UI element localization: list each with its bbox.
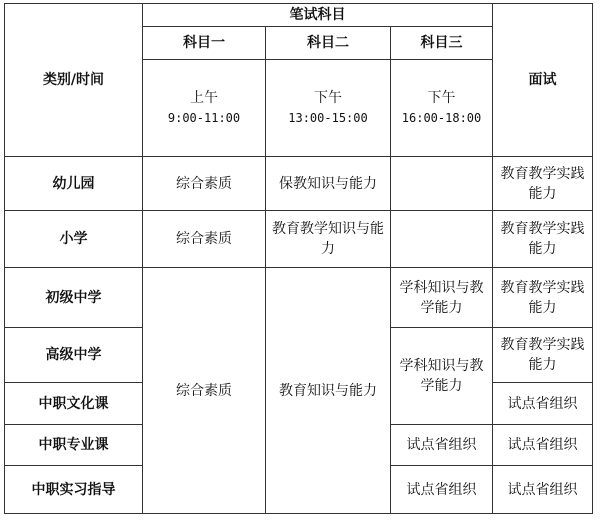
primary-subject2: 教育教学知识与能力 — [266, 211, 391, 268]
exam-schedule-table — [4, 3, 593, 514]
table-row-primary — [5, 211, 593, 268]
primary-subject3 — [391, 211, 493, 268]
senior-interview: 教育教学实践能力 — [493, 328, 593, 383]
category-junior: 初级中学 — [5, 268, 143, 328]
header-row-1 — [5, 4, 593, 27]
subject2-period: 下午 — [314, 90, 342, 106]
primary-interview: 教育教学实践能力 — [493, 211, 593, 268]
category-senior: 高级中学 — [5, 328, 143, 383]
subject1-time: 9:00-11:00 — [167, 111, 241, 125]
subject1-header: 科目一 — [143, 27, 266, 60]
kindergarten-interview: 教育教学实践能力 — [493, 157, 593, 211]
subject2-header: 科目二 — [266, 27, 391, 60]
voc-practice-interview: 试点省组织 — [493, 466, 593, 514]
subject3-period: 下午 — [427, 90, 456, 106]
table-row-junior — [5, 268, 593, 328]
voc-major-interview: 试点省组织 — [493, 425, 593, 466]
subject1-time-cell — [143, 60, 266, 157]
senior-culture-subject3: 学科知识与教学能力 — [391, 328, 493, 425]
category-voc-culture: 中职文化课 — [5, 383, 143, 425]
kindergarten-subject3 — [391, 157, 493, 211]
subject3-time: 16:00-18:00 — [401, 111, 482, 125]
written-exam-header: 笔试科目 — [143, 4, 493, 27]
junior-interview: 教育教学实践能力 — [493, 268, 593, 328]
primary-subject1: 综合素质 — [143, 211, 266, 268]
junior-subject3: 学科知识与教学能力 — [391, 268, 493, 328]
voc-practice-subject3: 试点省组织 — [391, 466, 493, 514]
category-kindergarten: 幼儿园 — [5, 157, 143, 211]
table-row-kindergarten — [5, 157, 593, 211]
subject3-header: 科目三 — [391, 27, 493, 60]
category-primary: 小学 — [5, 211, 143, 268]
secondary-subject2: 教育知识与能力 — [266, 268, 391, 514]
subject2-time: 13:00-15:00 — [288, 111, 368, 125]
kindergarten-subject2: 保教知识与能力 — [266, 157, 391, 211]
category-voc-practice: 中职实习指导 — [5, 466, 143, 514]
category-time-header: 类别/时间 — [5, 4, 143, 157]
interview-header: 面试 — [493, 4, 593, 157]
subject2-time-cell — [266, 60, 391, 157]
subject3-time-cell — [391, 60, 493, 157]
secondary-subject1: 综合素质 — [143, 268, 266, 514]
category-voc-major: 中职专业课 — [5, 425, 143, 466]
voc-major-subject3: 试点省组织 — [391, 425, 493, 466]
kindergarten-subject1: 综合素质 — [143, 157, 266, 211]
voc-culture-interview: 试点省组织 — [493, 383, 593, 425]
subject1-period: 上午 — [190, 90, 218, 106]
